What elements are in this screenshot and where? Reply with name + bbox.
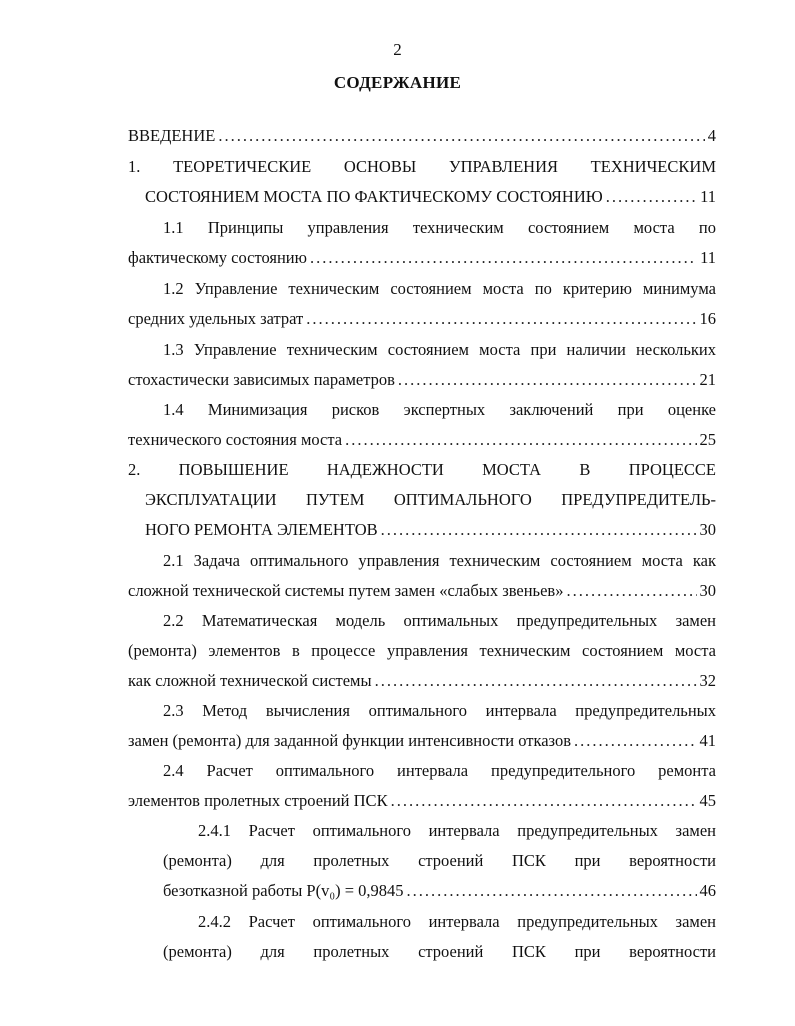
toc-entry-text: ВВЕДЕНИЕ — [128, 126, 216, 145]
toc-entry-text: замен (ремонта) для заданной функции интенсивности отказов — [128, 731, 572, 750]
dot-leader — [306, 307, 696, 331]
toc-page-number: 11 — [700, 187, 716, 206]
dot-leader — [566, 579, 696, 603]
toc-entry-2-4-2[interactable]: 2.4.2 Расчет оптимального интервала предупредительных замен — [198, 912, 716, 931]
toc-entry-2-4-1-end[interactable] — [163, 879, 716, 903]
page-number: 2 — [393, 40, 402, 59]
toc-entry-chapter-1[interactable]: 1. ТЕОРЕТИЧЕСКИЕ ОСНОВЫ УПРАВЛЕНИЯ ТЕХНИЧЕСКИМ — [128, 157, 716, 176]
toc-entry-text: сложной технической системы путем замен «слабых звеньев» — [128, 581, 564, 600]
toc-entry-2-2[interactable]: 2.2 Математическая модель оптимальных предупредительных замен — [163, 611, 716, 630]
toc-page-number: 16 — [699, 309, 716, 328]
toc-entry-2-1[interactable]: 2.1 Задача оптимального управления техническим состоянием моста как — [163, 551, 716, 570]
toc-entry-text: безотказной работы P(v₀) = 0,9845 — [163, 881, 404, 900]
toc-entry-chapter-2[interactable]: 2. ПОВЫШЕНИЕ НАДЕЖНОСТИ МОСТА В ПРОЦЕССЕ — [128, 460, 716, 479]
toc-entry-2-4[interactable]: 2.4 Расчет оптимального интервала предупредительного ремонта — [163, 761, 716, 780]
dot-leader — [391, 789, 697, 813]
dot-leader — [345, 428, 696, 452]
toc-entry-2-3-end[interactable] — [128, 729, 716, 753]
toc-entry-chapter-1-end[interactable] — [145, 185, 716, 209]
toc-entry-2-4-2-line-2[interactable]: (ремонта) для пролетных строений ПСК при вероятности — [163, 942, 716, 961]
toc-entry-text: технического состояния моста — [128, 430, 343, 449]
toc-page-number: 46 — [699, 881, 716, 900]
dot-leader — [375, 669, 697, 693]
toc-entry-2-4-1[interactable]: 2.4.1 Расчет оптимального интервала предупредительных замен — [198, 821, 716, 840]
toc-entry-2-1-end[interactable] — [128, 579, 716, 603]
toc-entry-1-3-end[interactable] — [128, 368, 716, 392]
toc-entry-text: элементов пролетных строений ПСК — [128, 791, 388, 810]
toc-entry-1-2[interactable]: 1.2 Управление техническим состоянием моста по критерию минимума — [163, 279, 716, 298]
toc-page-number: 30 — [699, 520, 716, 539]
toc-page-number: 41 — [699, 731, 716, 750]
toc-entry-1-4[interactable]: 1.4 Минимизация рисков экспертных заключений при оценке — [163, 400, 716, 419]
toc-entry-1-4-end[interactable] — [128, 428, 716, 452]
toc-entry-2-3[interactable]: 2.3 Метод вычисления оптимального интервала предупредительных — [163, 701, 716, 720]
dot-leader — [310, 246, 697, 270]
toc-page-number: 30 — [699, 581, 716, 600]
dot-leader — [218, 124, 704, 148]
toc-entry-introduction[interactable] — [128, 124, 716, 148]
dot-leader — [606, 185, 697, 209]
toc-entry-2-2-end[interactable] — [128, 669, 716, 693]
toc-entry-1-2-end[interactable] — [128, 307, 716, 331]
toc-entry-chapter-2-end[interactable] — [145, 518, 716, 542]
dot-leader — [381, 518, 697, 542]
dot-leader — [398, 368, 697, 392]
toc-entry-2-4-1-line-2[interactable]: (ремонта) для пролетных строений ПСК при вероятности — [163, 851, 716, 870]
toc-page-number: 21 — [699, 370, 716, 389]
toc-entry-text: СОСТОЯНИЕМ МОСТА ПО ФАКТИЧЕСКОМУ СОСТОЯНИЮ — [145, 187, 603, 206]
toc-page-number: 4 — [707, 126, 716, 145]
toc-entry-chapter-2-line-2[interactable]: ЭКСПЛУАТАЦИИ ПУТЕМ ОПТИМАЛЬНОГО ПРЕДУПРЕДИТЕЛЬ- — [145, 490, 716, 509]
dot-leader — [407, 879, 697, 903]
toc-entry-1-1[interactable]: 1.1 Принципы управления техническим состоянием моста по — [163, 218, 716, 237]
toc-entry-text: стохастически зависимых параметров — [128, 370, 395, 389]
toc-entry-1-1-end[interactable] — [128, 246, 716, 270]
toc-entry-text: как сложной технической системы — [128, 671, 372, 690]
toc-entry-2-2-line-2[interactable]: (ремонта) элементов в процессе управления техническим состоянием моста — [128, 641, 716, 660]
toc-entry-1-3[interactable]: 1.3 Управление техническим состоянием моста при наличии нескольких — [163, 340, 716, 359]
dot-leader — [574, 729, 696, 753]
toc-entry-text: фактическому состоянию — [128, 248, 307, 267]
toc-page-number: 11 — [700, 248, 716, 267]
toc-page-number: 25 — [699, 430, 716, 449]
toc-entry-text: средних удельных затрат — [128, 309, 304, 328]
toc-page-number: 32 — [699, 671, 716, 690]
page-title: СОДЕРЖАНИЕ — [333, 73, 462, 92]
toc-page-number: 45 — [699, 791, 716, 810]
toc-entry-2-4-end[interactable] — [128, 789, 716, 813]
toc-entry-text: НОГО РЕМОНТА ЭЛЕМЕНТОВ — [145, 520, 378, 539]
